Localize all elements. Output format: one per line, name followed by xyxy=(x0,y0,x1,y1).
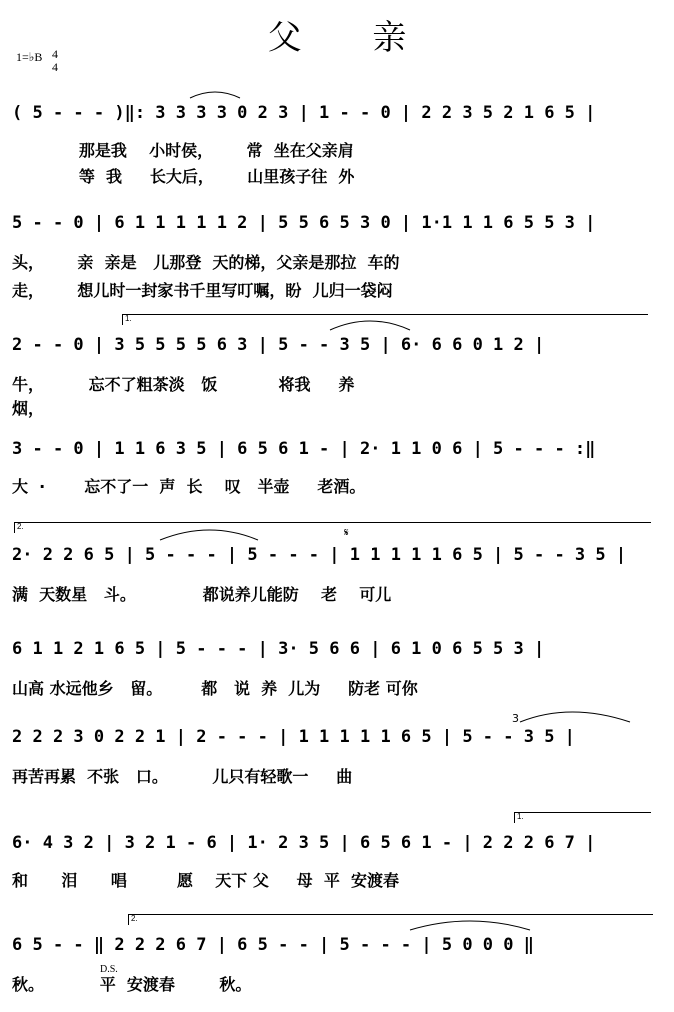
segno-sign: 𝄋 xyxy=(344,526,349,539)
notation-row-5: 2· 2 2 6 5 | 5 - - - | 5 - - - | 1 1 1 1 1 6 5 | 5 - - 3 5 | xyxy=(12,545,627,565)
volta-1-bracket: 1. xyxy=(122,314,648,325)
lyric-row-7: 再苦再累 不张 口。 儿只有轻歌一 曲 xyxy=(12,767,353,786)
lyric-row-9: 秋。 平 安渡春 秋。 xyxy=(12,975,252,994)
lyric-row-1-verse-2: 等 我 长大后， 山里孩子往 外 xyxy=(12,167,355,186)
key-signature: 1=♭B xyxy=(16,50,43,64)
notation-row-9: 6 5 - - ‖ 2 2 2 6 7 | 6 5 - - | 5 - - - | 5 0 0 0 ‖ xyxy=(12,935,534,955)
lyric-row-1-verse-1: 那是我 小时侯， 常 坐在父亲肩 xyxy=(12,141,354,160)
volta-1-bracket-end: 1. xyxy=(514,812,651,823)
lyric-row-6: 山高 水远他乡 留。 都 说 养 儿为 防老 可你 xyxy=(12,679,418,698)
lyric-row-5: 满 天数星 斗。 都说养儿能防 老 可儿 xyxy=(12,585,392,604)
slur-row-7 xyxy=(520,712,630,722)
dal-segno-mark: D.S. xyxy=(100,964,118,975)
notation-row-4: 3 - - 0 | 1 1 6 3 5 | 6 5 6 1 - | 2· 1 1 0 6 | 5 - - - :‖ xyxy=(12,439,596,459)
lyric-row-3-verse-1: 牛， 忘不了粗茶淡 饭 将我 养 xyxy=(12,375,355,394)
notation-row-1: ( 5 - - - )‖: 3 3 3 3 0 2 3 | 1 - - 0 | 2 2 3 5 2 1 6 5 | xyxy=(12,103,596,123)
notation-row-3: 2 - - 0 | 3 5 5 5 5 6 3 | 5 - - 3 5 | 6· 6 6 0 1 2 | xyxy=(12,335,545,355)
volta-2-bracket-end: 2. xyxy=(128,914,653,925)
notation-row-2: 5 - - 0 | 6 1 1 1 1 1 2 | 5 5 6 5 3 0 | 1·1 1 1 6 5 5 3 | xyxy=(12,213,596,233)
lyric-row-4: 大 · 忘不了一 声 长 叹 半壶 老酒。 xyxy=(12,477,366,496)
notation-row-7: 2 2 2 3 0 2 2 1 | 2 - - - | 1 1 1 1 1 6 5 | 5 - - 3 5 | xyxy=(12,727,575,747)
notation-row-8: 6· 4 3 2 | 3 2 1 - 6 | 1· 2 3 5 | 6 5 6 1 - | 2 2 2 6 7 | xyxy=(12,833,596,853)
slur-row-1 xyxy=(190,92,240,98)
triplet-mark: 3 xyxy=(512,712,519,725)
song-title: 父 亲 xyxy=(267,18,437,58)
notation-row-6: 6 1 1 2 1 6 5 | 5 - - - | 3· 5 6 6 | 6 1 0 6 5 5 3 | xyxy=(12,639,545,659)
lyric-row-2-verse-2: 走， 想儿时一封家书千里写叮嘱，盼 儿归一袋闷 xyxy=(12,281,393,300)
volta-2-bracket: 2. xyxy=(14,522,651,533)
lyric-row-8: 和 泪 唱 愿 天下 父 母 平 安渡春 xyxy=(12,871,399,890)
lyric-row-3-verse-2: 烟， xyxy=(12,399,45,418)
lyric-row-2-verse-1: 头， 亲 亲是 儿那登 天的梯，父亲是那拉 车的 xyxy=(12,253,400,272)
time-signature: 4 4 xyxy=(52,47,58,74)
